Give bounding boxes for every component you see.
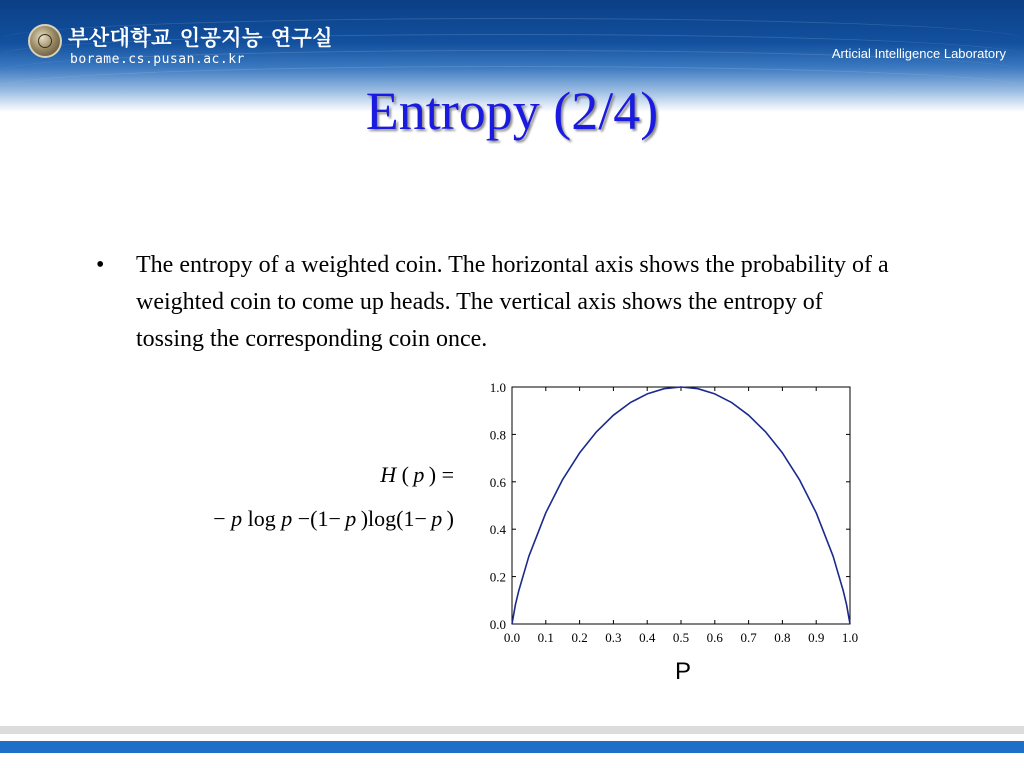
entropy-chart <box>470 374 870 664</box>
y-tick-label: 1.0 <box>489 380 506 395</box>
x-tick-label: 0.2 <box>571 630 588 645</box>
formula-p: p <box>281 506 293 531</box>
data-point <box>562 479 563 480</box>
y-tick-label: 0.0 <box>489 617 506 632</box>
data-point <box>511 623 512 624</box>
slide-title: Entropy (2/4) <box>365 81 659 141</box>
formula-equals: ) = <box>428 462 454 487</box>
data-point <box>528 556 529 557</box>
data-point <box>630 402 631 403</box>
data-point <box>714 393 715 394</box>
data-point <box>843 590 844 591</box>
x-tick-label: 0.0 <box>503 630 521 645</box>
bullet-marker: • <box>96 252 105 278</box>
data-point <box>664 388 665 389</box>
formula-close: ) <box>446 506 454 531</box>
x-tick-label: 0.4 <box>639 630 656 645</box>
x-tick-label: 0.9 <box>808 630 825 645</box>
formula-line-2 <box>0 506 454 532</box>
x-tick-label: 0.5 <box>672 630 690 645</box>
formula-log-term: )log(1− <box>360 506 427 531</box>
data-point <box>680 386 681 387</box>
x-tick-label: 0.7 <box>740 630 757 645</box>
data-point <box>579 452 580 453</box>
data-point <box>765 431 766 432</box>
x-tick-label: 0.1 <box>537 630 554 645</box>
data-point <box>799 479 800 480</box>
emblem-center <box>38 34 52 48</box>
data-point <box>515 604 516 605</box>
data-point <box>697 388 698 389</box>
data-point <box>833 556 834 557</box>
footer-blue-bar <box>0 741 1024 753</box>
y-tick-label: 0.2 <box>489 569 506 585</box>
site-url: borame.cs.pusan.ac.kr <box>70 52 245 67</box>
y-tick-label: 0.6 <box>489 474 506 490</box>
bullet-text: The entropy of a weighted coin. The horizontal axis shows the probability of a weighted coin to come up heads. The vertical axis shows the entropy of tossing the corresponding coin once. <box>136 252 889 352</box>
data-point <box>596 431 597 432</box>
data-point <box>613 415 614 416</box>
x-axis-label: P <box>674 658 691 685</box>
formula-H: H <box>380 462 397 487</box>
bullet-item <box>96 247 896 358</box>
lab-name: Articial Intelligence Laboratory <box>831 46 1006 61</box>
x-tick-label: 1.0 <box>841 630 859 645</box>
formula-p: p <box>413 462 425 487</box>
data-point <box>748 415 749 416</box>
data-point <box>731 402 732 403</box>
x-tick-label: 0.8 <box>774 630 791 645</box>
x-tick-label: 0.3 <box>605 630 622 645</box>
formula-p: p <box>431 506 443 531</box>
data-point <box>782 452 783 453</box>
data-point <box>647 393 648 394</box>
data-point <box>545 512 546 513</box>
university-emblem-icon <box>28 24 62 58</box>
university-name: 부산대학교 인공지능 연구실 <box>68 26 334 50</box>
formula-term: −(1− <box>297 506 341 531</box>
data-point <box>846 604 847 605</box>
formula-line-1: H ( p ) = <box>380 462 454 487</box>
data-point <box>518 590 519 591</box>
plot-frame <box>512 387 850 624</box>
formula-log: log <box>247 506 276 531</box>
formula-minus: − <box>213 506 226 531</box>
formula-p: p <box>345 506 357 531</box>
data-point <box>816 512 817 513</box>
y-tick-label: 0.4 <box>489 522 506 538</box>
footer-grey-bar <box>0 726 1024 734</box>
y-tick-label: 0.8 <box>489 427 506 443</box>
formula-p: p <box>231 506 243 531</box>
data-point <box>849 623 850 624</box>
x-tick-label: 0.6 <box>706 630 723 645</box>
